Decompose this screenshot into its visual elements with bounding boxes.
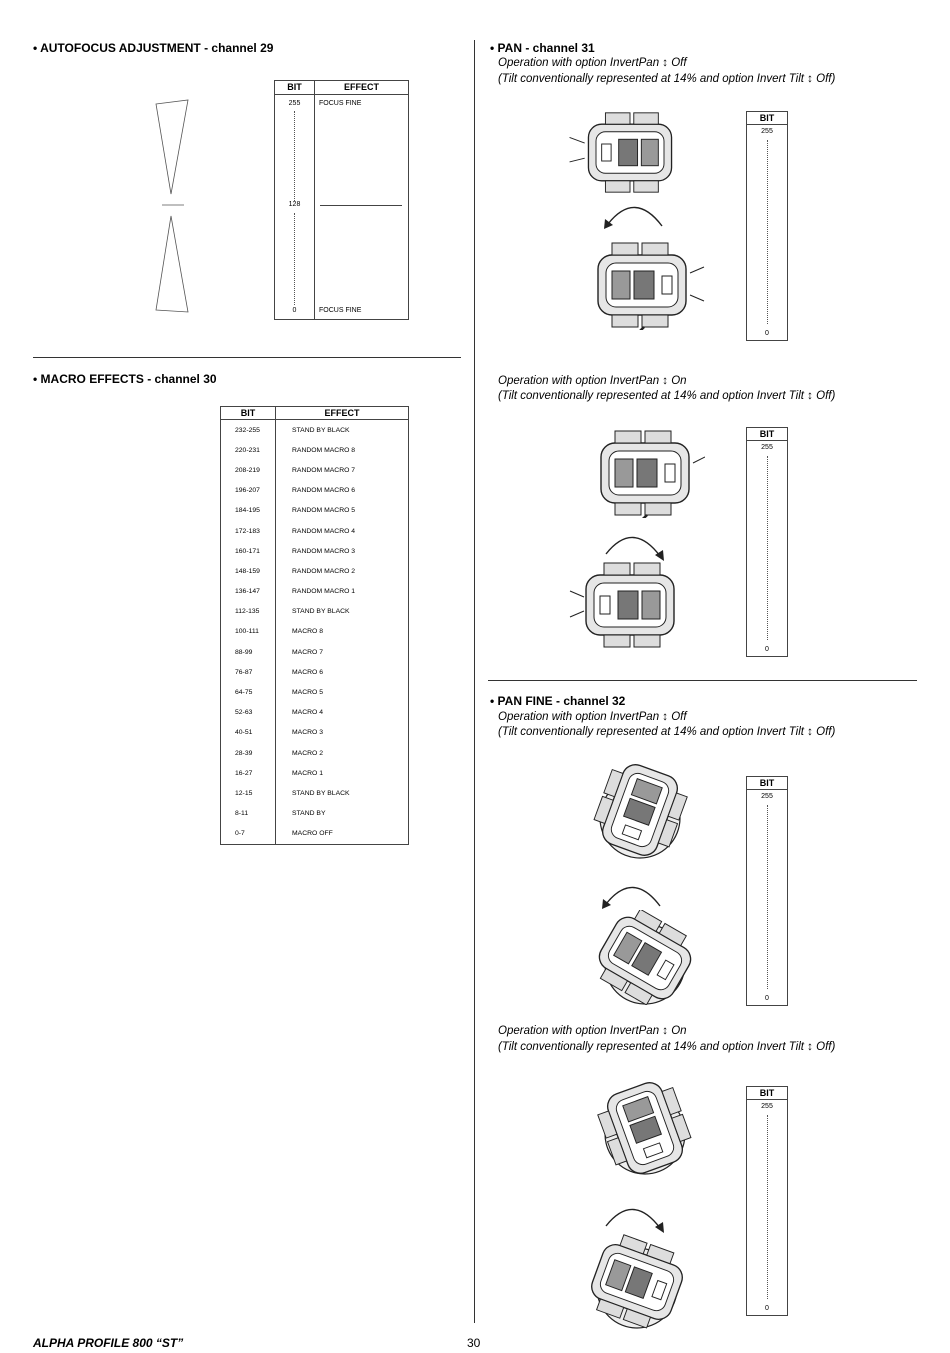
- fixture-illustration: [585, 428, 705, 518]
- column-divider: [474, 40, 475, 1323]
- table-row: [221, 622, 409, 642]
- autofocus-table: [274, 80, 409, 320]
- bit-column-header: BIT: [747, 428, 787, 441]
- dots: [294, 213, 295, 305]
- dots: [767, 140, 768, 324]
- table-row: [221, 723, 409, 743]
- effect-cell: RANDOM MACRO 8: [276, 440, 409, 460]
- bit-range-cell: 148-159: [221, 561, 276, 581]
- pan-op-on-line1: Operation with option InvertPan ↕ On: [498, 375, 687, 387]
- bit-range-cell: 220-231: [221, 440, 276, 460]
- bit-range-cell: 88-99: [221, 642, 276, 662]
- page-number: 30: [467, 1336, 481, 1350]
- focus-beam-illustration: [150, 98, 198, 314]
- effect-cell: STAND BY BLACK: [276, 602, 409, 622]
- macro-table: [220, 406, 409, 845]
- effect-cell: RANDOM MACRO 2: [276, 561, 409, 581]
- table-row: [221, 481, 409, 501]
- effect-cell: RANDOM MACRO 1: [276, 582, 409, 602]
- table-row: [221, 804, 409, 824]
- autofocus-title: • AUTOFOCUS ADJUSTMENT - channel 29: [33, 41, 274, 55]
- pan-op-off-line2: (Tilt conventionally represented at 14% and option Invert Tilt ↕ Off): [498, 73, 836, 85]
- panfine-op-on-line1: Operation with option InvertPan ↕ On: [498, 1025, 687, 1037]
- table-row: [221, 642, 409, 662]
- bit-column-header: BIT: [747, 1087, 787, 1100]
- effect-cell: RANDOM MACRO 6: [276, 481, 409, 501]
- effect-cell: MACRO 2: [276, 743, 409, 763]
- panfine-op-off-line1: Operation with option InvertPan ↕ Off: [498, 711, 687, 723]
- bit-column-panfine-on: [746, 1086, 788, 1316]
- section-divider: [488, 680, 917, 681]
- col-bit-header: BIT: [287, 82, 302, 92]
- effect-cell: MACRO OFF: [276, 824, 409, 845]
- bit-max: 255: [761, 1103, 773, 1110]
- bit-range-cell: 208-219: [221, 460, 276, 480]
- col-bit-header: BIT: [221, 407, 276, 420]
- effect-cell: MACRO 4: [276, 703, 409, 723]
- bit-range-cell: 76-87: [221, 662, 276, 682]
- bit-range-cell: 28-39: [221, 743, 276, 763]
- col-effect-header: EFFECT: [344, 82, 379, 92]
- table-row: [221, 662, 409, 682]
- table-row: [221, 460, 409, 480]
- bit-column-header: BIT: [747, 777, 787, 790]
- pan-title: • PAN - channel 31: [490, 41, 595, 55]
- rotation-arrow-icon: [598, 878, 668, 913]
- table-row: [221, 582, 409, 602]
- bit-column-pan-off: [746, 111, 788, 341]
- panfine-title: • PAN FINE - channel 32: [490, 694, 626, 708]
- mid-line: [320, 205, 402, 206]
- fixture-illustration: [590, 910, 700, 1005]
- bit-range-cell: 100-111: [221, 622, 276, 642]
- table-row: [221, 824, 409, 845]
- rotation-arrow-icon: [600, 198, 670, 233]
- pan-op-on-line2: (Tilt conventionally represented at 14% and option Invert Tilt ↕ Off): [498, 390, 836, 402]
- section-divider: [33, 357, 461, 358]
- fixture-illustration: [565, 562, 695, 648]
- macro-title: • MACRO EFFECTS - channel 30: [33, 372, 217, 386]
- bit-column-pan-on: [746, 427, 788, 657]
- table-row: [221, 501, 409, 521]
- table-row: [221, 763, 409, 783]
- footer-title: ALPHA PROFILE 800 “ST”: [33, 1336, 184, 1350]
- effect-cell: MACRO 5: [276, 682, 409, 702]
- bit-128: 128: [288, 201, 301, 208]
- fixture-illustration: [590, 1078, 700, 1178]
- bit-max: 255: [761, 128, 773, 135]
- table-row: [221, 440, 409, 460]
- bit-range-cell: 52-63: [221, 703, 276, 723]
- dots: [294, 111, 295, 201]
- dots: [767, 456, 768, 640]
- pan-op-off-line1: Operation with option InvertPan ↕ Off: [498, 57, 687, 69]
- bit-0: 0: [292, 307, 297, 314]
- effect-cell: STAND BY: [276, 804, 409, 824]
- bit-range-cell: 64-75: [221, 682, 276, 702]
- bit-range-cell: 8-11: [221, 804, 276, 824]
- effect-cell: MACRO 6: [276, 662, 409, 682]
- panfine-op-off-line2: (Tilt conventionally represented at 14% and option Invert Tilt ↕ Off): [498, 726, 836, 738]
- effect-cell: RANDOM MACRO 7: [276, 460, 409, 480]
- fixture-illustration: [580, 240, 705, 330]
- effect-cell: STAND BY BLACK: [276, 783, 409, 803]
- bit-255: 255: [288, 100, 301, 107]
- bit-range-cell: 0-7: [221, 824, 276, 845]
- effect-cell: MACRO 7: [276, 642, 409, 662]
- bit-range-cell: 12-15: [221, 783, 276, 803]
- effect-cell: MACRO 3: [276, 723, 409, 743]
- bit-min: 0: [765, 1305, 769, 1312]
- bit-max: 255: [761, 444, 773, 451]
- effect-cell: RANDOM MACRO 4: [276, 521, 409, 541]
- rotation-arrow-icon: [598, 1200, 668, 1235]
- bit-range-cell: 232-255: [221, 420, 276, 441]
- macro-table-body: [221, 420, 409, 845]
- effect-cell: MACRO 8: [276, 622, 409, 642]
- effect-cell: RANDOM MACRO 3: [276, 541, 409, 561]
- effect-focus-fine-bottom: FOCUS FINE: [319, 307, 362, 314]
- bit-range-cell: 196-207: [221, 481, 276, 501]
- effect-focus-fine-top: FOCUS FINE: [319, 100, 362, 107]
- table-row: [221, 420, 409, 441]
- col-effect-header: EFFECT: [276, 407, 409, 420]
- table-row: [221, 783, 409, 803]
- rotation-arrow-icon: [598, 528, 668, 563]
- bit-column-panfine-off: [746, 776, 788, 1006]
- panfine-op-on-line2: (Tilt conventionally represented at 14% and option Invert Tilt ↕ Off): [498, 1041, 836, 1053]
- bit-range-cell: 160-171: [221, 541, 276, 561]
- dots: [767, 1115, 768, 1299]
- table-row: [221, 521, 409, 541]
- effect-cell: MACRO 1: [276, 763, 409, 783]
- table-row: [221, 561, 409, 581]
- table-row: [221, 682, 409, 702]
- fixture-illustration: [560, 110, 700, 195]
- dots: [767, 805, 768, 989]
- bit-range-cell: 184-195: [221, 501, 276, 521]
- bit-range-cell: 40-51: [221, 723, 276, 743]
- bit-range-cell: 136-147: [221, 582, 276, 602]
- fixture-illustration: [580, 1232, 695, 1332]
- table-row: [221, 743, 409, 763]
- fixture-illustration: [585, 760, 695, 860]
- bit-min: 0: [765, 646, 769, 653]
- bit-min: 0: [765, 995, 769, 1002]
- bit-max: 255: [761, 793, 773, 800]
- bit-range-cell: 16-27: [221, 763, 276, 783]
- effect-cell: STAND BY BLACK: [276, 420, 409, 441]
- bit-range-cell: 172-183: [221, 521, 276, 541]
- effect-cell: RANDOM MACRO 5: [276, 501, 409, 521]
- table-row: [221, 541, 409, 561]
- bit-min: 0: [765, 330, 769, 337]
- bit-column-header: BIT: [747, 112, 787, 125]
- bit-range-cell: 112-135: [221, 602, 276, 622]
- table-row: [221, 602, 409, 622]
- table-row: [221, 703, 409, 723]
